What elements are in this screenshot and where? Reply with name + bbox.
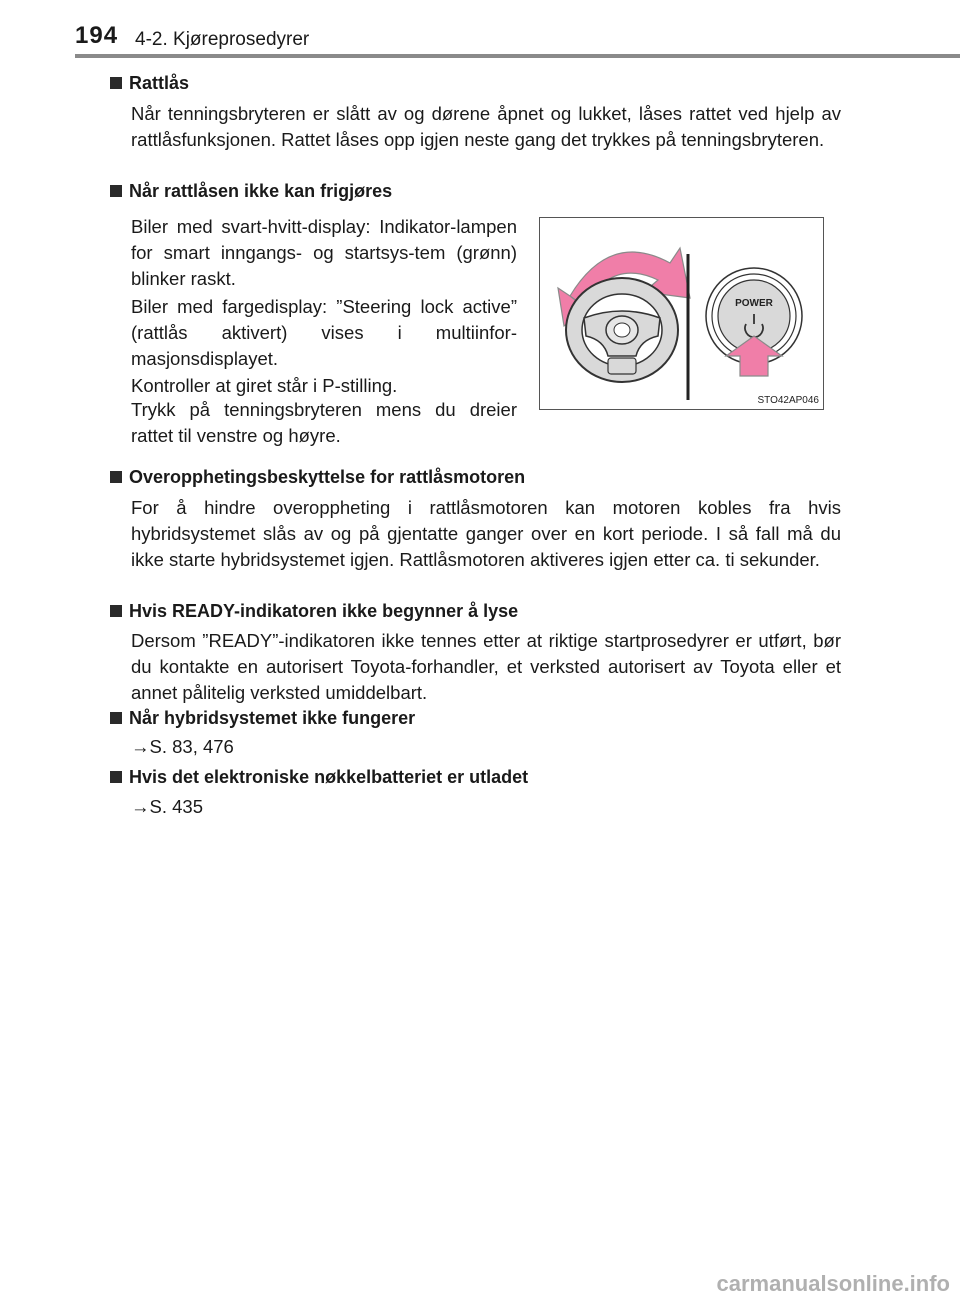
heading-text: Når hybridsystemet ikke fungerer [129,708,416,728]
steering-wheel-power-illustration [540,218,823,409]
square-bullet-icon [110,605,122,617]
paragraph-ready: Dersom ”READY”-indikatoren ikke tennes etter at riktige startprosedyrer er utført, bør du kontakte en autorisert Toyota-forhandler, et verksted autorisert av Toyota eller et annet pålitelig verksted umiddelbart. [131,630,841,703]
paragraph-overoppheting: For å hindre overoppheting i rattlåsmotoren kan motoren kobles fra hvis hybridsystemet slås av og på gjentatte ganger over en kort periode. I så fall må du ikke starte hybridsystemet igjen. Rattlåsmotoren aktiveres igjen etter ca. ti sekunder. [131,497,841,570]
paragraph-press-switch: Trykk på tenningsbryteren mens du dreier rattet til venstre og høyre. [131,399,517,446]
section-title: 4-2. Kjøreprosedyrer [135,29,310,50]
page-reference-hybrid: →S. 83, 476 [131,736,234,757]
watermark: carmanualsonline.info [716,1271,950,1296]
page-reference-batteri: →S. 435 [131,796,203,817]
heading-batteri [110,767,528,788]
paragraph-bw-display: Biler med svart-hvitt-display: Indikator-lampen for smart inngangs- og startsys-tem (grønn) blinker raskt. [131,216,517,289]
header-rule [75,54,960,58]
heading-text: Hvis READY-indikatoren ikke begynner å lyse [129,601,519,621]
paragraph-rattlas: Når tenningsbryteren er slått av og dørene åpnet og lukket, låses rattet ved hjelp av rattlåsfunksjonen. Rattet låses opp igjen neste gang det trykkes på tenningsbryteren. [131,103,841,150]
heading-text: Når rattlåsen ikke kan frigjøres [129,181,393,201]
heading-ready [110,601,518,622]
heading-text: Hvis det elektroniske nøkkelbatteriet er utladet [129,767,529,787]
power-label: POWER [735,298,773,309]
figure-code: STO42AP046 [757,395,819,406]
paragraph-color-display: Biler med fargedisplay: ”Steering lock active” (rattlås aktivert) vises i multiinfor-masjonsdisplayet. [131,296,517,369]
square-bullet-icon [110,771,122,783]
steering-wheel-icon [566,278,678,382]
heading-text: Overopphetingsbeskyttelse for rattlåsmotoren [129,467,526,487]
square-bullet-icon [110,471,122,483]
heading-frigjores [110,181,392,202]
square-bullet-icon [110,712,122,724]
page-number: 194 [75,22,119,49]
heading-rattlas [110,73,189,94]
square-bullet-icon [110,185,122,197]
illustration-steering-power [539,217,824,410]
heading-overoppheting [110,467,525,488]
heading-text: Rattlås [129,73,190,93]
heading-hybrid [110,708,415,729]
page-header [75,20,960,60]
paragraph-check-gear: Kontroller at giret står i P-stilling. [131,375,398,396]
square-bullet-icon [110,77,122,89]
